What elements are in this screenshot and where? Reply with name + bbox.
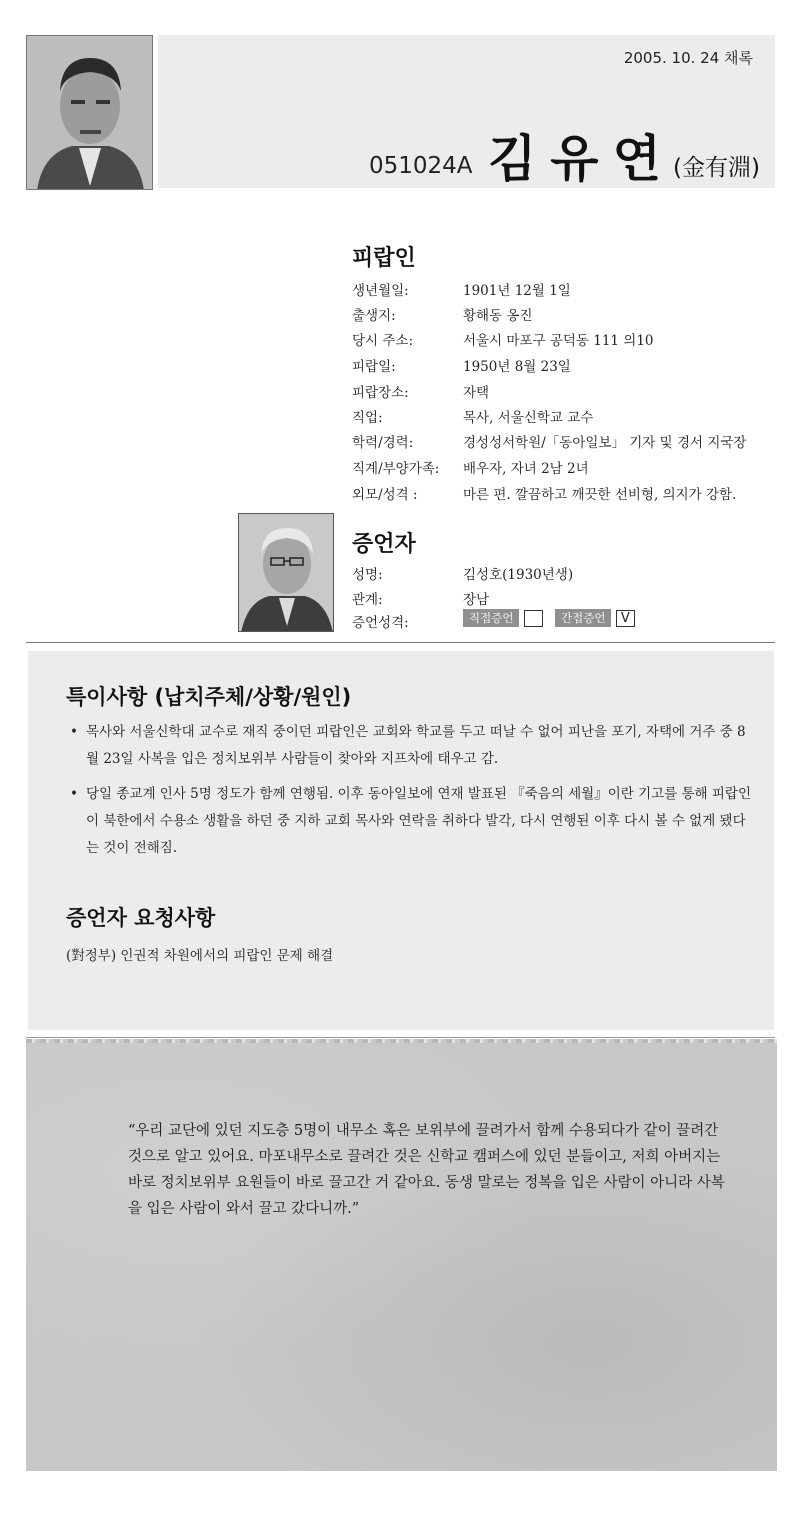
special-note-text: 당일 종교계 인사 5명 정도가 함께 연행됨. 이후 동아일보에 연재 발표된 『죽음의 세월』이란 기고를 통해 피랍인이 북한에서 수용소 생활을 하던 중 지하 교회 목사와 연락을 취하다 발각, 다시 연행된 이후 다시 볼 수 없게 됐다는 것이 전해짐. — [86, 786, 752, 856]
info-value: 목사, 서울신학교 교수 — [463, 410, 594, 426]
special-notes-heading: 특이사항 (납치주체/상황/원인) — [66, 685, 352, 709]
info-label: 생년월일: — [352, 283, 409, 299]
info-label: 외모/성격 : — [352, 487, 418, 503]
info-row-education — [352, 431, 772, 455]
info-row-occupation — [352, 406, 772, 430]
abductee-portrait-icon — [27, 36, 153, 190]
witness-photo — [238, 513, 334, 632]
abductee-name: 김유연 — [488, 130, 675, 188]
info-label: 직업: — [352, 410, 383, 426]
witness-heading: 증언자 — [352, 532, 416, 557]
info-value: 황해동 옹진 — [463, 308, 533, 324]
indirect-testimony-checkbox[interactable]: V — [616, 610, 635, 627]
info-label: 학력/경력: — [352, 435, 414, 451]
abductee-photo — [26, 35, 153, 190]
info-row-address — [352, 329, 772, 353]
witness-value: 김성호(1930년생) — [463, 567, 574, 583]
special-note-item — [66, 719, 756, 773]
info-row-family — [352, 457, 772, 481]
case-number: 051024A — [369, 153, 473, 179]
info-row-birth — [352, 279, 772, 303]
request-text: (對정부) 인권적 차원에서의 피랍인 문제 해결 — [66, 948, 334, 964]
info-row-abduction-place — [352, 381, 772, 405]
info-label: 출생지: — [352, 308, 396, 324]
witness-label: 성명: — [352, 567, 383, 583]
witness-label: 증언성격: — [352, 615, 409, 631]
abductee-name-hanja: (金有淵) — [673, 155, 760, 181]
witness-row-testimony-type — [352, 611, 772, 635]
info-row-abduction-date — [352, 355, 772, 379]
info-value: 서울시 마포구 공덕동 111 의10 — [463, 333, 654, 349]
info-value: 1950년 8월 23일 — [463, 359, 571, 375]
witness-portrait-icon — [239, 514, 334, 632]
special-note-text: 목사와 서울신학대 교수로 재직 중이던 피랍인은 교회와 학교를 두고 떠날 수 없어 피난을 포기, 자택에 거주 중 8월 23일 사복을 입은 정치보위부 사람들이 찾아와 지프차에 태우고 감. — [86, 724, 746, 767]
indirect-testimony-label: 간접증언 — [555, 609, 611, 627]
witness-label: 관계: — [352, 592, 383, 608]
info-value: 자택 — [463, 385, 490, 401]
direct-testimony-label: 직접증언 — [463, 609, 519, 627]
special-note-item — [66, 781, 756, 862]
witness-quote: “우리 교단에 있던 지도층 5명이 내무소 혹은 보위부에 끌려가서 함께 수용되다가 같이 끌려간 것으로 알고 있어요. 마포내무소로 끌려간 것은 신학교 캠퍼스에 있던 분들이고, 저희 아버지는 바로 정치보위부 요원들이 바로 끌고간 거 같아요. 동생 말로는 정복을 입은 사람이 아니라 사복을 입은 사람이 와서 끌고 갔다니까.” — [128, 1123, 725, 1217]
abductee-heading: 피랍인 — [352, 246, 416, 271]
info-value: 경성성서학원/「동아일보」 기자 및 경서 지국장 — [463, 435, 747, 451]
bullet-icon: • — [70, 786, 78, 802]
info-row-birthplace — [352, 304, 772, 328]
info-value: 1901년 12월 1일 — [463, 283, 571, 299]
witness-row-name — [352, 563, 772, 587]
registration-date: 2005. 10. 24 채록 — [623, 49, 753, 67]
info-value: 배우자, 자녀 2남 2녀 — [463, 461, 589, 477]
info-label: 당시 주소: — [352, 333, 414, 349]
section-divider — [26, 1037, 775, 1038]
request-heading: 증언자 요청사항 — [66, 906, 216, 930]
info-label: 피랍장소: — [352, 385, 409, 401]
header-band — [158, 35, 775, 188]
info-label: 직계/부양가족: — [352, 461, 440, 477]
direct-testimony-checkbox[interactable] — [524, 610, 543, 627]
quote-background — [26, 1043, 777, 1471]
info-value: 마른 편. 깔끔하고 깨끗한 선비형, 의지가 강함. — [463, 487, 737, 503]
section-divider — [26, 642, 775, 643]
info-row-appearance — [352, 483, 772, 507]
testimony-type-options — [463, 609, 643, 627]
info-label: 피랍일: — [352, 359, 396, 375]
bullet-icon: • — [70, 724, 78, 740]
witness-value: 장남 — [463, 592, 490, 608]
